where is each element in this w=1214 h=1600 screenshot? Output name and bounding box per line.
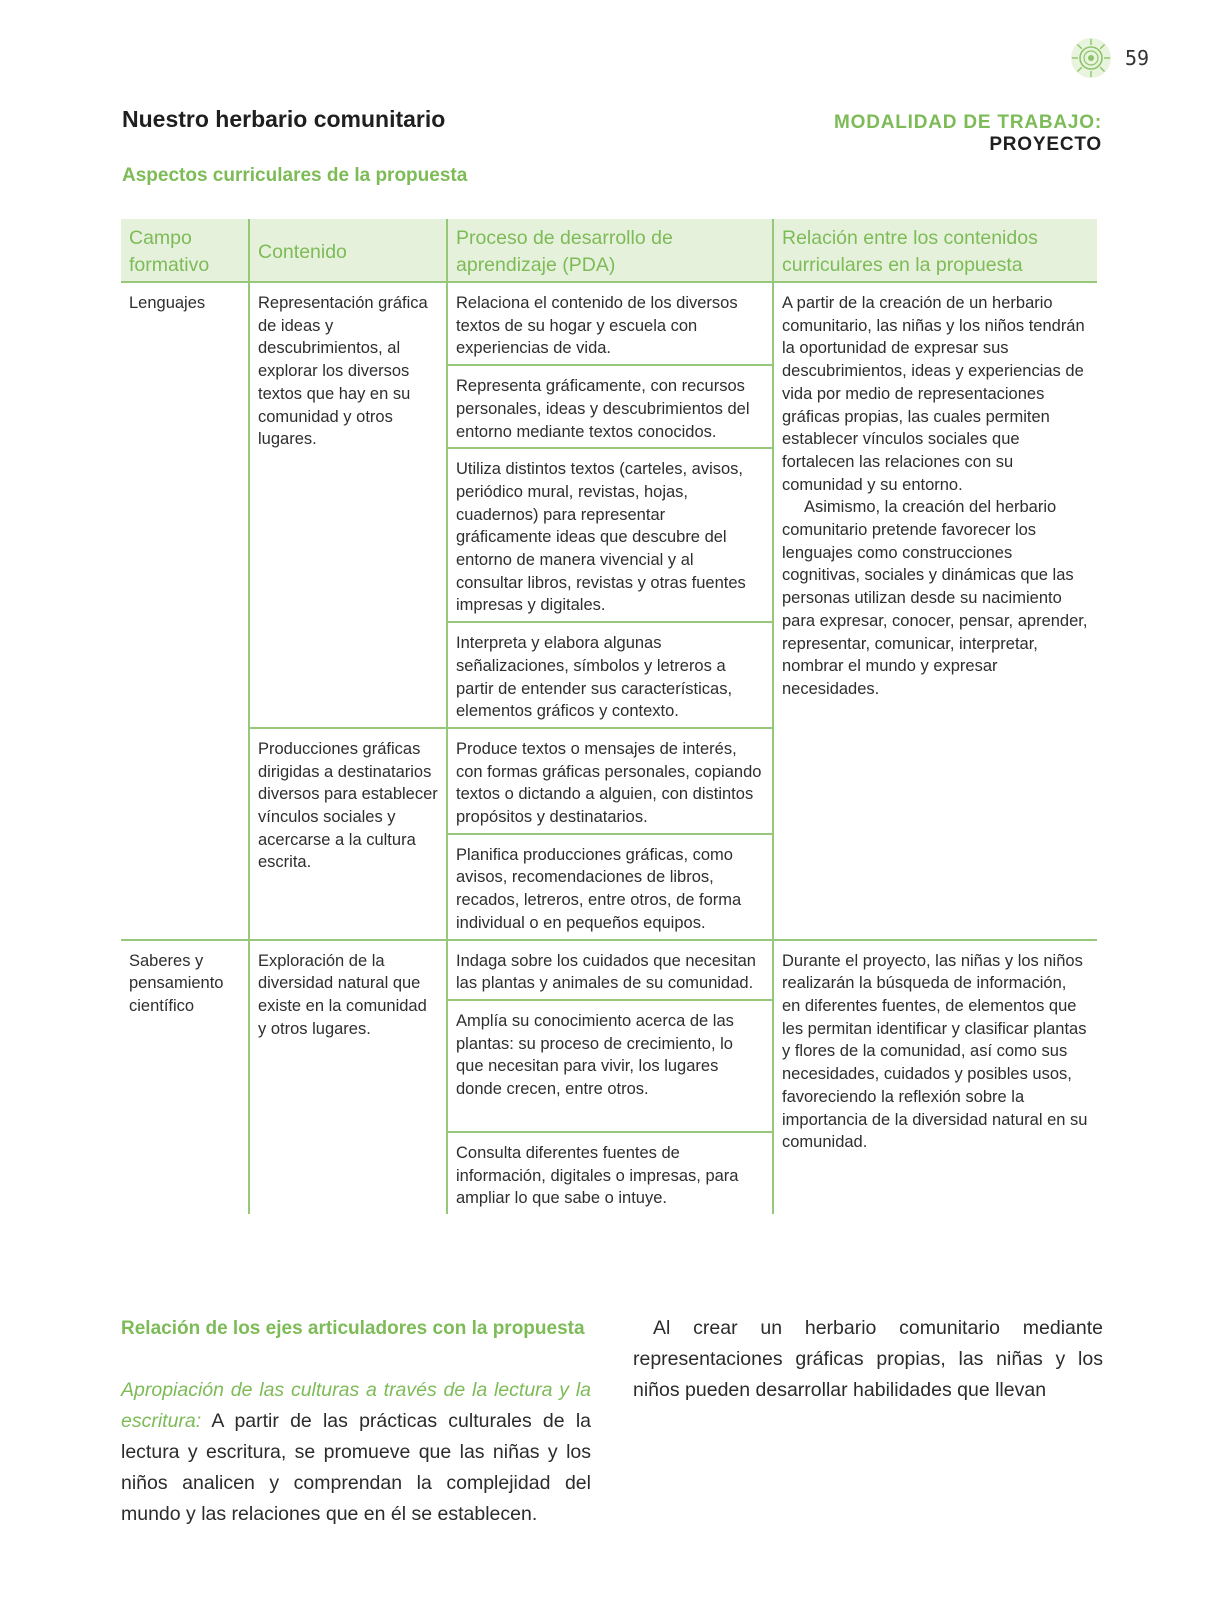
contenido-cell: Producciones gráficas dirigidas a destinatarios diversos para establecer vínculos sociales y acercarse a la cultura escrita.: [249, 728, 447, 940]
pda-cell: Interpreta y elabora algunas señalizaciones, símbolos y letreros a partir de entender sus características, elementos gráficos y contexto.: [447, 622, 773, 728]
table-row: [121, 282, 1097, 365]
table-header-row: [121, 219, 1097, 282]
pda-cell: Amplía su conocimiento acerca de las plantas: su proceso de crecimiento, lo que necesitan para vivir, los lugares donde crecen, entre otros.: [447, 1000, 773, 1132]
ejes-text-2: Al crear un herbario comunitario mediante representaciones gráficas propias, las niñas y los niños pueden desarrollar habilidades que llevan: [633, 1317, 1103, 1401]
campo-cell: Saberes y pensamiento científico: [121, 940, 249, 1214]
right-column: [633, 1313, 1103, 1530]
pda-cell: Planifica producciones gráficas, como avisos, recomendaciones de libros, recados, letreros, entre otros, de forma individual o en pequeños equipos.: [447, 834, 773, 940]
header-relacion: Relación entre los contenidos curriculares en la propuesta: [773, 219, 1097, 282]
ejes-text-1: A partir de las prácticas culturales de la lectura y escritura, se promueve que las niñas y los niños analicen y comprendan la complejidad del mundo y las relaciones que en él se establecen.: [121, 1410, 591, 1525]
header-pda: Proceso de desarrollo de aprendizaje (PDA): [447, 219, 773, 282]
pda-cell: Representa gráficamente, con recursos personales, ideas y descubrimientos del entorno mediante textos conocidos.: [447, 365, 773, 448]
contenido-cell: Exploración de la diversidad natural que existe en la comunidad y otros lugares.: [249, 940, 447, 1214]
pda-cell: Relaciona el contenido de los diversos textos de su hogar y escuela con experiencias de vida.: [447, 282, 773, 365]
ejes-heading: Relación de los ejes articuladores con la propuesta: [121, 1318, 585, 1339]
header-campo: Campo formativo: [121, 219, 249, 282]
ejes-paragraph: [121, 1375, 591, 1530]
sun-emblem-icon: [1070, 37, 1112, 79]
section-heading: Aspectos curriculares de la propuesta: [122, 165, 468, 186]
page-title: Nuestro herbario comunitario: [122, 106, 446, 132]
modality-value: PROYECTO: [989, 134, 1102, 155]
table-row: [121, 940, 1097, 1000]
work-modality: [720, 112, 1102, 156]
pda-cell: Utiliza distintos textos (carteles, avisos, periódico mural, revistas, hojas, cuadernos) para representar gráficamente ideas que descubre del entorno de manera vivencial y al consultar libros, revistas y otras fuentes impresas y digitales.: [447, 448, 773, 622]
relacion-cell: [773, 940, 1097, 1214]
relacion-paragraph: A partir de la creación de un herbario comunitario, las niñas y los niños tendrán la oportunidad de expresar sus descubrimientos, ideas y experiencias de vida por medio de representaciones gráficas propias, las cuales permiten establecer vínculos sociales que fortalecen las relaciones con su comunidad y su entorno.: [782, 294, 1085, 494]
relacion-cell: [773, 282, 1097, 940]
pda-cell: Indaga sobre los cuidados que necesitan las plantas y animales de su comunidad.: [447, 940, 773, 1000]
contenido-cell: Representación gráfica de ideas y descubrimientos, al explorar los diversos textos que hay en su comunidad y otros lugares.: [249, 282, 447, 728]
relacion-paragraph: Asimismo, la creación del herbario comunitario pretende favorecer los lenguajes como construcciones cognitivas, sociales y dinámicas que las personas utilizan desde su nacimiento para expresar, conocer, pensar, aprender, representar, comunicar, interpretar, nombrar el mundo y expresar necesidades.: [782, 498, 1088, 698]
pda-cell: Consulta diferentes fuentes de información, digitales o impresas, para ampliar lo que sabe o intuye.: [447, 1132, 773, 1214]
pda-cell: Produce textos o mensajes de interés, con formas gráficas personales, copiando textos o dictando a alguien, con distintos propósitos y destinatarios.: [447, 728, 773, 834]
campo-cell: Lenguajes: [129, 294, 206, 312]
relacion-paragraph: Durante el proyecto, las niñas y los niños realizarán la búsqueda de información, en diferentes fuentes, de elementos que les permitan identificar y clasificar plantas y flores de la comunidad, así como sus necesidades, cuidados y posibles usos, favoreciendo la reflexión sobre la importancia de la diversidad natural en su comunidad.: [782, 951, 1088, 1152]
modality-label: MODALIDAD DE TRABAJO:: [833, 112, 1102, 133]
header-contenido: Contenido: [249, 219, 447, 282]
ejes-section: [121, 1313, 1103, 1530]
curriculum-table: [121, 219, 1097, 1214]
page-number: 59: [1125, 46, 1150, 70]
left-column: [121, 1313, 591, 1530]
axis-label: Apropiación de las culturas a través de la lectura y la escritura:: [121, 1379, 591, 1432]
